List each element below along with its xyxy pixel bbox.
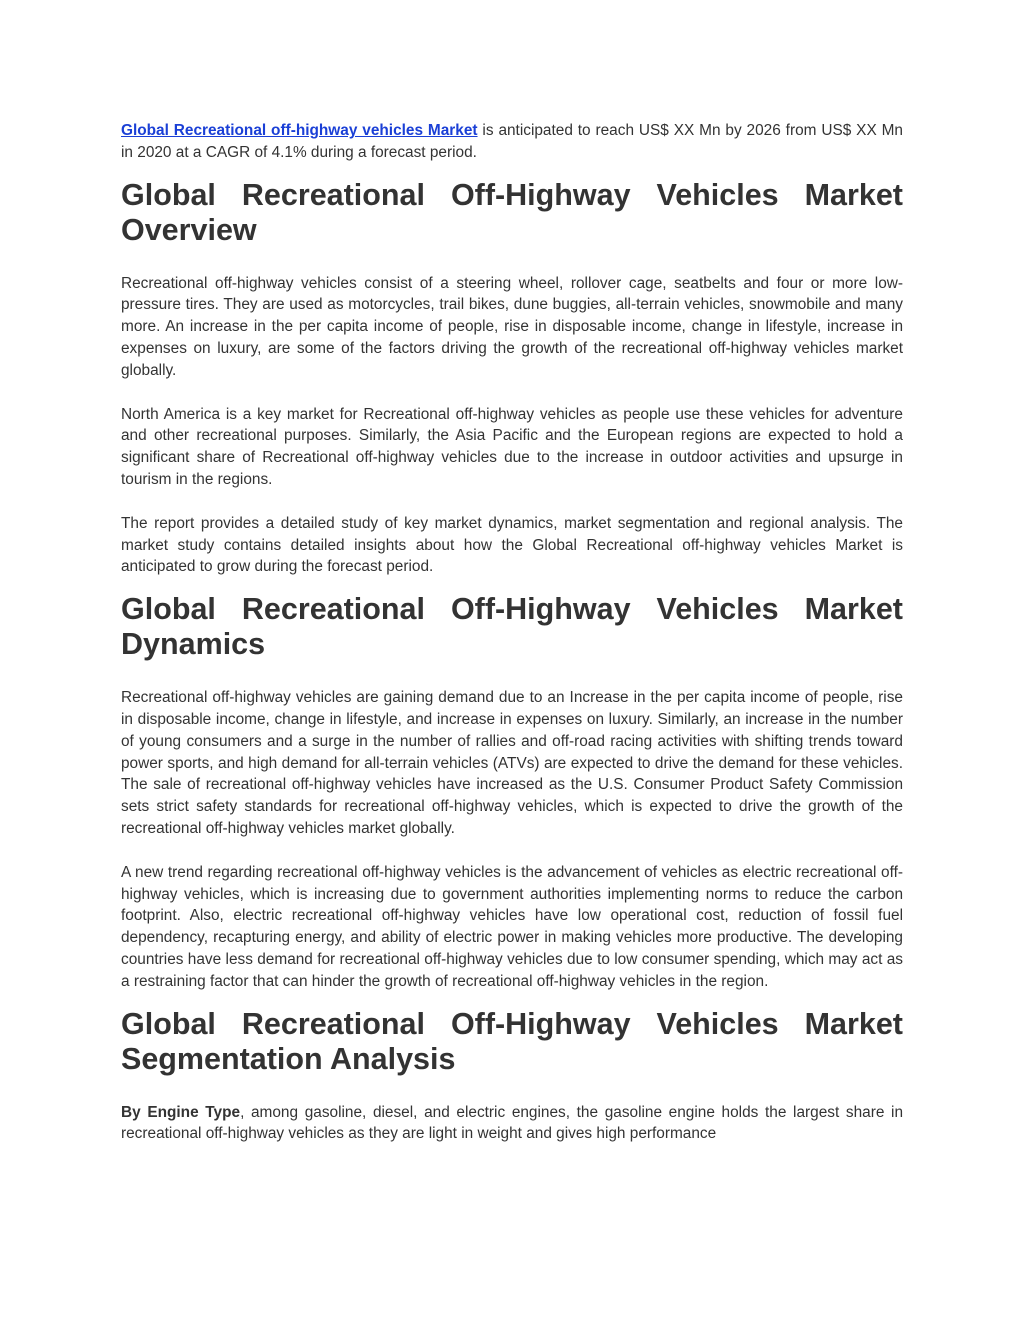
heading-word: Vehicles (656, 592, 779, 627)
heading-word: Vehicles (656, 1006, 779, 1041)
market-report-link[interactable]: Global Recreational off-highway vehicles Market (121, 122, 478, 139)
heading-word: Market (804, 1006, 903, 1041)
heading-word: Market (804, 177, 903, 212)
heading-dynamics (121, 592, 903, 662)
heading-segmentation (121, 1007, 903, 1077)
dynamics-paragraph-2: A new trend regarding recreational off-highway vehicles is the advancement of vehicles as electric recreational off-highway vehicles, which is increasing due to government authorities implementing norms to reduce the carbon footprint. Also, electric recreational off-highway vehicles have low operational cost, reduction of fossil fuel dependency, recapturing energy, and ability of electric power in making vehicles more productive. The developing countries have less demand for recreational off-highway vehicles due to low consumer spending, which may act as a restraining factor that can hinder the growth of recreational off-highway vehicles in the region. (121, 863, 903, 990)
engine-type-text: , among gasoline, diesel, and electric engines, the gasoline engine holds the largest share in recreational off-highway vehicles as they are light in weight and gives high performance (121, 1103, 904, 1143)
heading-overview (121, 178, 903, 248)
heading-line2: Dynamics (121, 627, 266, 662)
segmentation-paragraph-1 (121, 1102, 903, 1146)
heading-word: Recreational (241, 1006, 425, 1041)
heading-line2: Segmentation Analysis (121, 1041, 456, 1076)
heading-word: Vehicles (656, 177, 779, 212)
heading-line (121, 178, 903, 213)
heading-word: Global (121, 592, 216, 627)
heading-word: Market (804, 592, 903, 627)
heading-word: Recreational (241, 592, 425, 627)
dynamics-paragraph-1: Recreational off-highway vehicles are gaining demand due to an Increase in the per capita income of people, rise in disposable income, change in lifestyle, and increase in expenses on luxury. Similarly, an increase in the number of young consumers and a surge in the number of rallies and off-road racing activities with shifting trends toward power sports, and high demand for all-terrain vehicles (ATVs) are expected to drive the demand for these vehicles. The sale of recreational off-highway vehicles have increased as the U.S. Consumer Product Safety Commission sets strict safety standards for recreational off-highway vehicles, which is expected to drive the growth of the recreational off-highway vehicles market globally. (121, 689, 903, 837)
heading-word: Off-Highway (450, 1006, 631, 1041)
engine-type-label: By Engine Type (121, 1103, 241, 1121)
overview-paragraph-3: The report provides a detailed study of key market dynamics, market segmentation and regional analysis. The market study contains detailed insights about how the Global Recreational off-highway vehicles Market is anticipated to grow during the forecast period. (121, 514, 903, 576)
heading-word: Global (121, 1006, 216, 1041)
heading-word: Global (121, 177, 216, 212)
heading-word: Recreational (241, 177, 425, 212)
heading-line (121, 1007, 903, 1042)
heading-line (121, 592, 903, 627)
heading-word: Off-Highway (450, 177, 631, 212)
overview-paragraph-2: North America is a key market for Recreational off-highway vehicles as people use these vehicles for adventure and other recreational purposes. Similarly, the Asia Pacific and the European regions are expected to hold a significant share of Recreational off-highway vehicles due to the increase in outdoor activities and upsurge in tourism in the regions. (121, 405, 903, 488)
heading-line2: Overview (121, 212, 257, 247)
intro-paragraph (121, 120, 903, 164)
overview-paragraph-1: Recreational off-highway vehicles consist of a steering wheel, rollover cage, seatbelts and four or more low-pressure tires. They are used as motorcycles, trail bikes, dune buggies, all-terrain vehicles, snowmobile and many more. An increase in the per capita income of people, rise in disposable income, change in lifestyle, increase in expenses on luxury, are some of the factors driving the growth of the recreational off-highway vehicles market globally. (121, 274, 903, 379)
heading-word: Off-Highway (450, 592, 631, 627)
document-page (121, 120, 903, 1167)
intro-text: is anticipated to reach US$ XX Mn by 2026 from US$ XX Mn in 2020 at a CAGR of 4.1% during a forecast period. (121, 122, 903, 161)
